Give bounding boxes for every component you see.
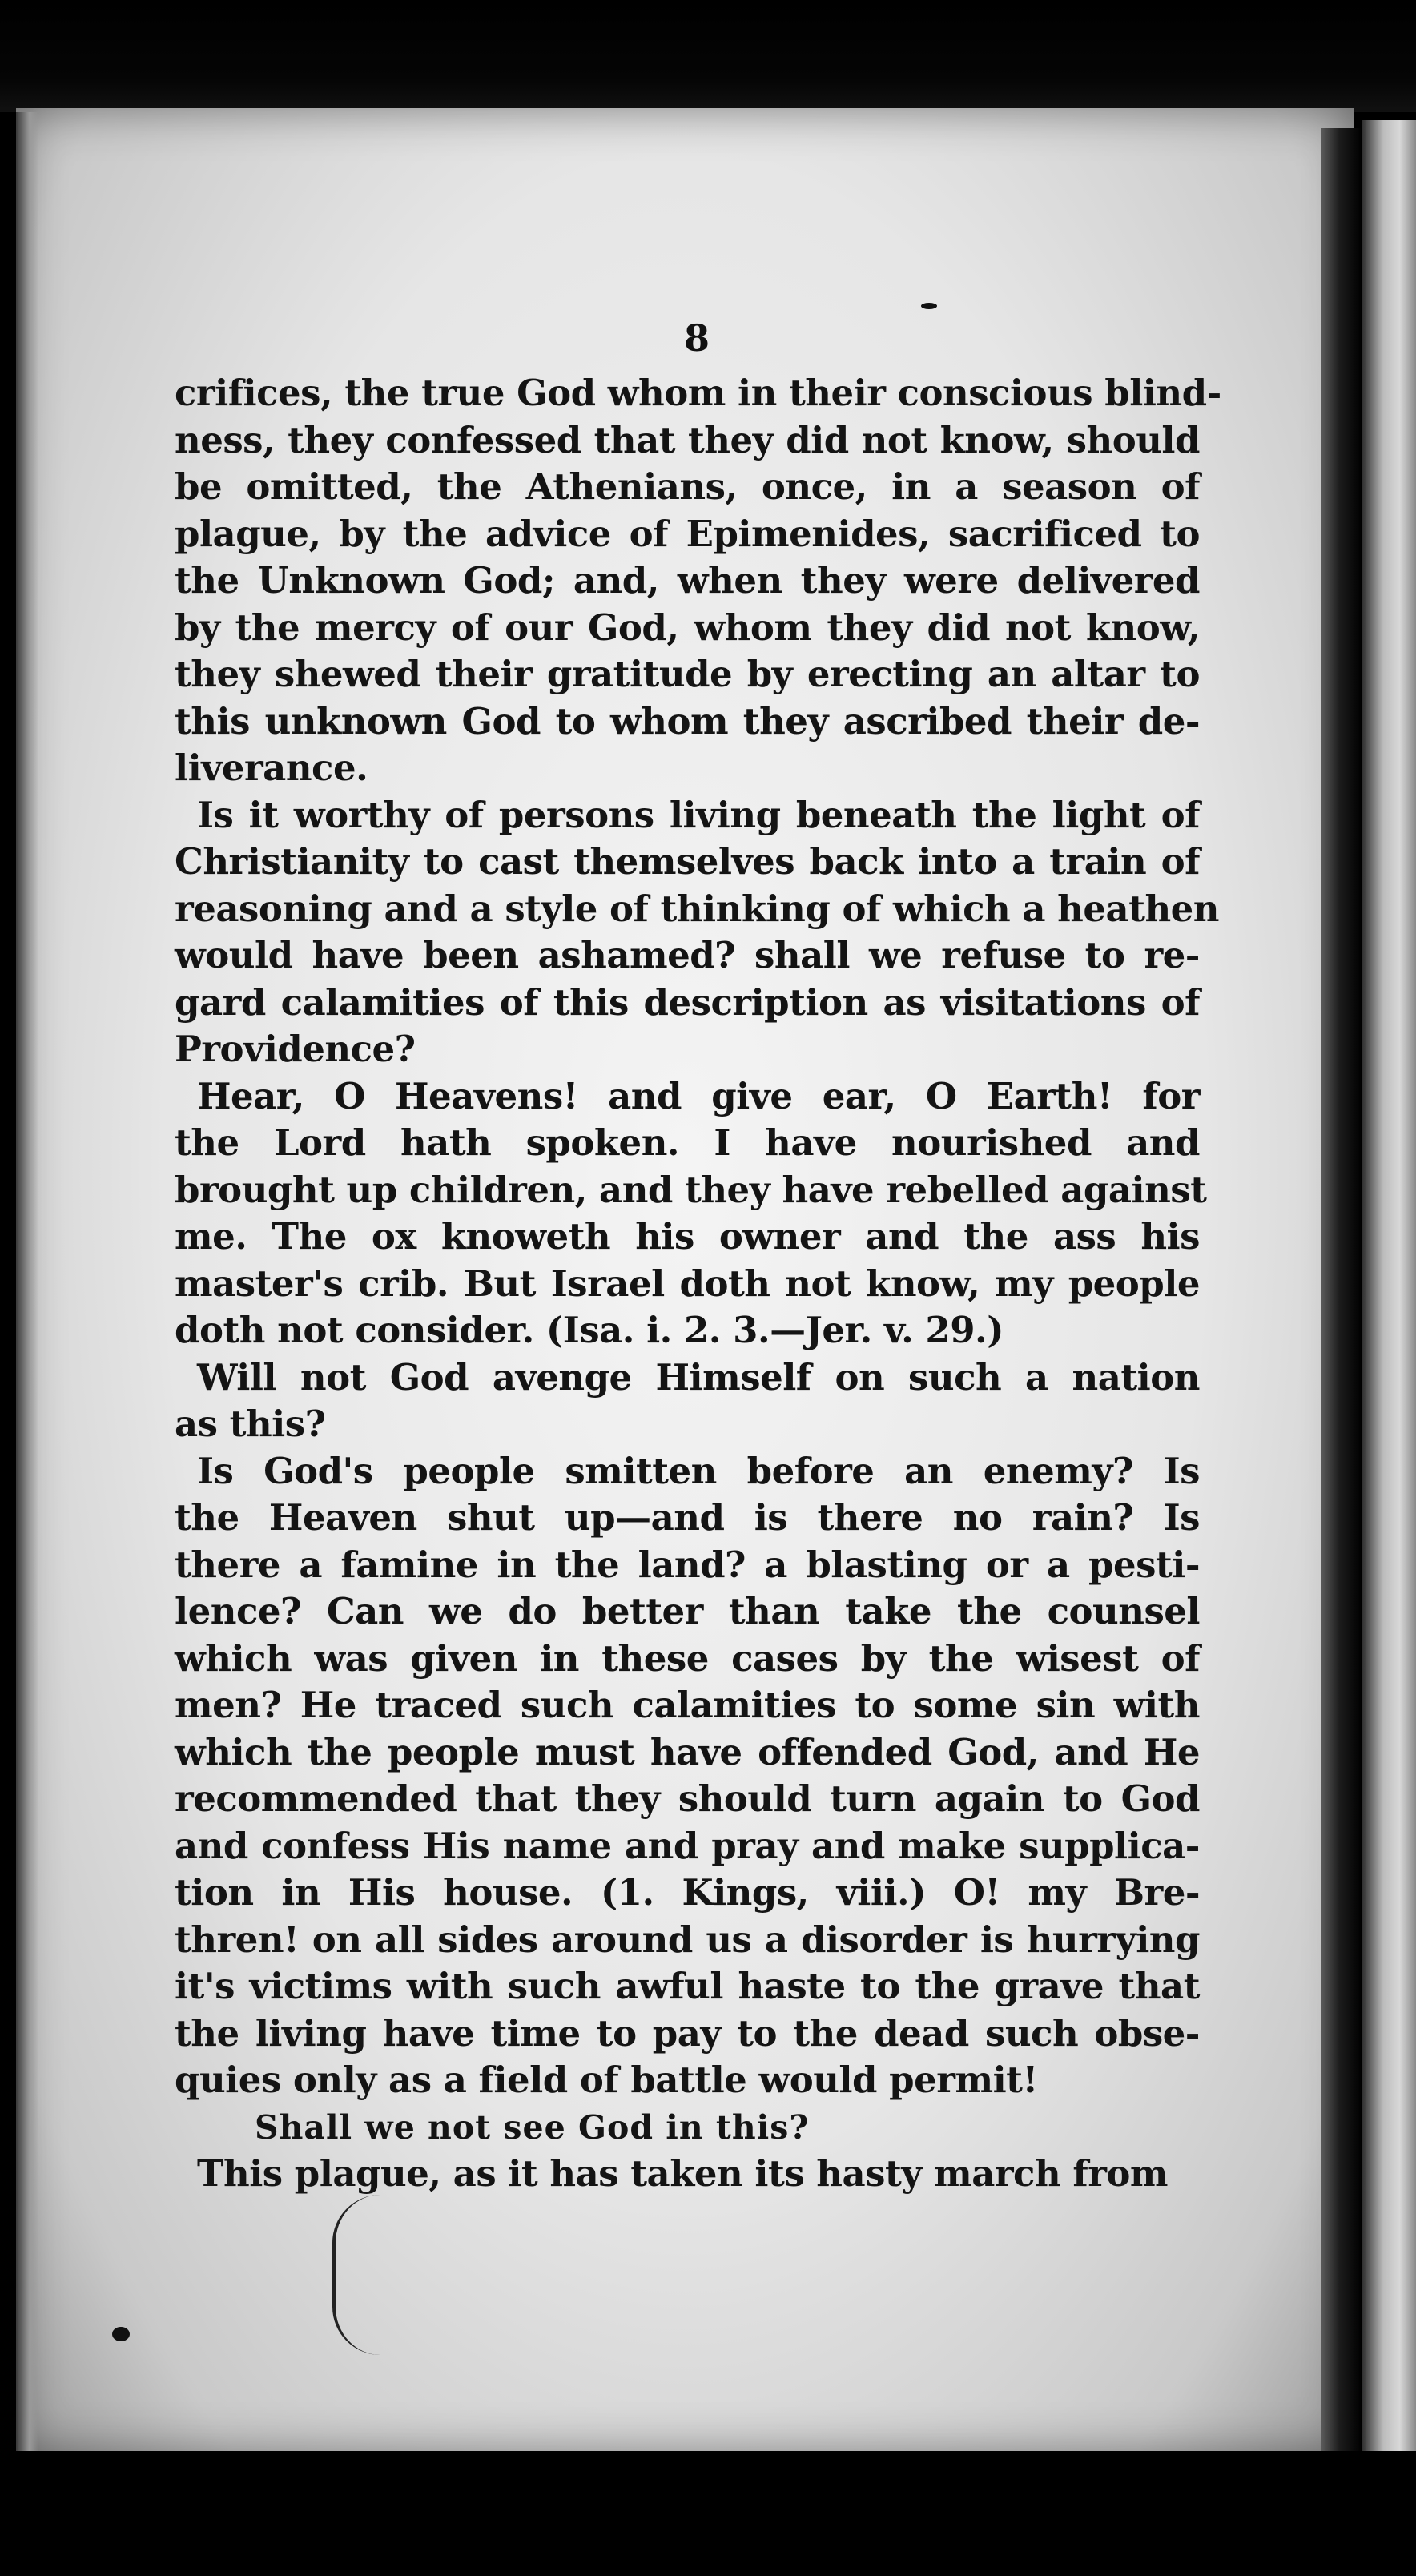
binding-gutter [1321,128,1362,2451]
text-line: thren! on all sides around us a disorder is hurrying [175,1918,1200,1961]
paragraph-start: Is God's people smitten before an enemy? Is [197,1449,1200,1492]
pencil-stroke [332,2195,384,2355]
scanner-bottom-edge [0,2451,1416,2576]
text-line: there a famine in the land? a blasting or a pesti- [175,1543,1200,1586]
text-line: gard calamities of this description as visitations of [175,980,1200,1024]
ink-speck [921,303,937,309]
text-line: master's crib. But Israel doth not know, my people [175,1262,1200,1305]
text-line: doth not consider. (Isa. i. 2. 3.—Jer. v. 29.) [175,1309,1004,1351]
text-line: recommended that they should turn again to God [175,1777,1200,1820]
scanner-top-edge [0,0,1416,112]
text-line: which was given in these cases by the wisest of [175,1636,1200,1680]
facing-page-edge [1362,120,1416,2459]
text-line: lence? Can we do better than take the counsel [175,1590,1200,1632]
text-line: the Heaven shut up—and is there no rain? Is [175,1496,1200,1539]
page-number: 8 [683,316,710,360]
text-line: the living have time to pay to the dead such obse- [175,2011,1200,2055]
text-line: the Unknown God; and, when they were delivered [175,559,1200,602]
text-line: ness, they confessed that they did not know, should [175,418,1200,461]
paragraph-start: This plague, as it has taken its hasty march from [197,2152,1169,2195]
ink-speck [112,2327,130,2341]
text-line: plague, by the advice of Epimenides, sacrificed to [175,512,1200,555]
text-line: as this? [175,1403,326,1445]
text-line: which the people must have offended God, and He [175,1730,1200,1773]
paragraph-start: Will not God avenge Himself on such a nation [197,1355,1200,1399]
text-line: tion in His house. (1. Kings, viii.) O! my Bre- [175,1871,1200,1914]
text-line: reasoning and a style of thinking of which a heathen [175,887,1220,930]
text-line: men? He traced such calamities to some sin with [175,1684,1200,1726]
paragraph-start: Is it worthy of persons living beneath the light of [197,793,1200,836]
text-line: by the mercy of our God, whom they did not know, [175,606,1200,649]
text-line: me. The ox knoweth his owner and the ass his [175,1215,1200,1258]
paragraph-start: Hear, O Heavens! and give ear, O Earth! for [197,1074,1200,1117]
text-line: Christianity to cast themselves back into a train of [175,840,1200,883]
text-line: be omitted, the Athenians, once, in a season of [175,465,1200,508]
text-line: would have been ashamed? shall we refuse to re- [175,934,1200,976]
body-text [175,370,1221,2198]
text-line: this unknown God to whom they ascribed their de- [175,699,1200,743]
text-line: and confess His name and pray and make supplica- [175,1824,1200,1867]
text-line: it's victims with such awful haste to the grave that [175,1965,1200,2007]
text-line: they shewed their gratitude by erecting an altar to [175,653,1200,695]
text-line: brought up children, and they have rebelled against [175,1168,1207,1211]
text-line: the Lord hath spoken. I have nourished and [175,1121,1200,1164]
paper-left-edge [16,112,38,2451]
text-line: quies only as a field of battle would permit! [175,2059,1038,2101]
text-line: Providence? [175,1028,416,1070]
section-heading: Shall we not see God in this? [255,2107,810,2147]
text-line: crifices, the true God whom in their conscious blind- [175,372,1221,414]
text-line: liverance. [175,747,368,789]
